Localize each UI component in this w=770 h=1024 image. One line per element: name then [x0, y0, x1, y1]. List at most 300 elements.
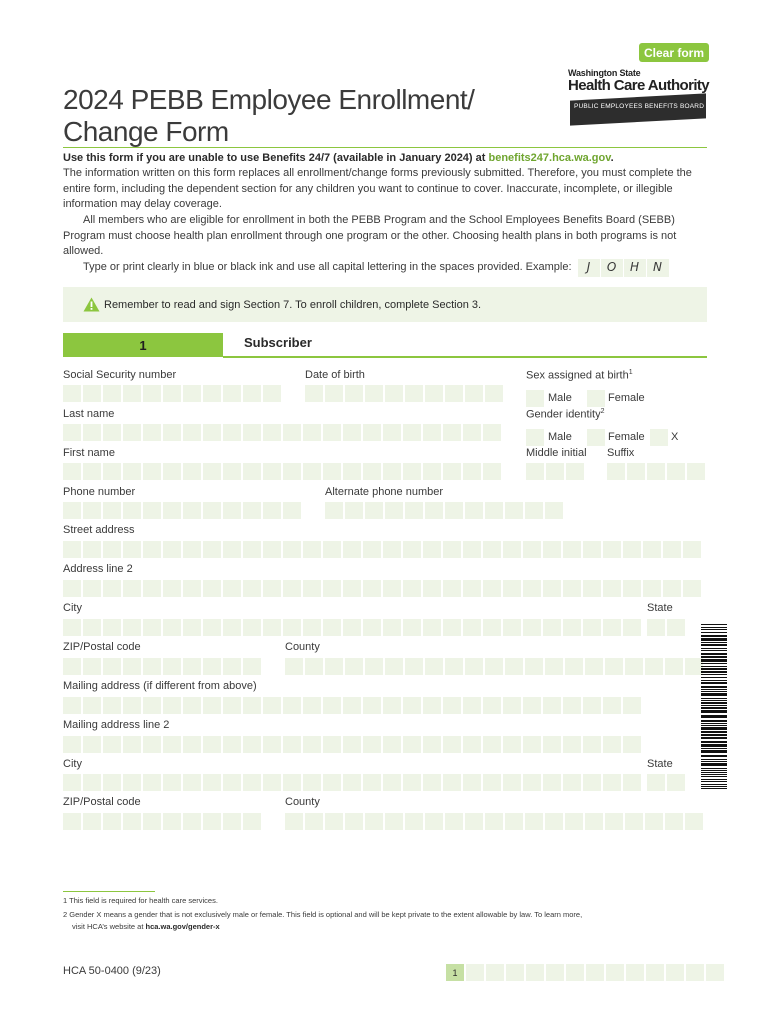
char-box[interactable] [343, 736, 361, 753]
char-box[interactable] [425, 385, 443, 402]
char-box[interactable] [423, 736, 441, 753]
char-box[interactable] [203, 619, 221, 636]
char-box[interactable] [663, 580, 681, 597]
char-box[interactable] [465, 658, 483, 675]
char-box[interactable] [443, 580, 461, 597]
char-box[interactable] [523, 619, 541, 636]
char-box[interactable] [243, 658, 261, 675]
char-box[interactable] [463, 774, 481, 791]
char-box[interactable] [365, 385, 383, 402]
mailing-address-line-2-field[interactable] [63, 736, 641, 753]
char-box[interactable] [323, 619, 341, 636]
char-box[interactable] [63, 502, 81, 519]
char-box[interactable] [543, 541, 561, 558]
char-box[interactable] [525, 658, 543, 675]
char-box[interactable] [383, 697, 401, 714]
char-box[interactable] [263, 736, 281, 753]
char-box[interactable] [526, 463, 544, 480]
char-box[interactable] [563, 580, 581, 597]
char-box[interactable] [123, 619, 141, 636]
char-box[interactable] [303, 697, 321, 714]
street-address-field[interactable] [63, 541, 701, 558]
char-box[interactable] [363, 697, 381, 714]
char-box[interactable] [325, 385, 343, 402]
sex-male-checkbox[interactable] [526, 390, 544, 407]
char-box[interactable] [83, 736, 101, 753]
char-box[interactable] [443, 619, 461, 636]
char-box[interactable] [603, 697, 621, 714]
char-box[interactable] [563, 697, 581, 714]
char-box[interactable] [83, 619, 101, 636]
char-box[interactable] [163, 541, 181, 558]
char-box[interactable] [343, 541, 361, 558]
char-box[interactable] [603, 619, 621, 636]
char-box[interactable] [463, 580, 481, 597]
char-box[interactable] [603, 541, 621, 558]
char-box[interactable] [503, 619, 521, 636]
char-box[interactable] [405, 385, 423, 402]
char-box[interactable] [223, 385, 241, 402]
char-box[interactable] [643, 580, 661, 597]
char-box[interactable] [543, 774, 561, 791]
char-box[interactable] [523, 697, 541, 714]
char-box[interactable] [603, 774, 621, 791]
char-box[interactable] [283, 580, 301, 597]
char-box[interactable] [283, 736, 301, 753]
char-box[interactable] [503, 697, 521, 714]
char-box[interactable] [103, 697, 121, 714]
char-box[interactable] [505, 813, 523, 830]
char-box[interactable] [183, 774, 201, 791]
char-box[interactable] [503, 736, 521, 753]
char-box[interactable] [123, 502, 141, 519]
char-box[interactable] [123, 658, 141, 675]
char-box[interactable] [363, 463, 381, 480]
char-box[interactable] [143, 619, 161, 636]
char-box[interactable] [163, 697, 181, 714]
char-box[interactable] [343, 463, 361, 480]
char-box[interactable] [405, 813, 423, 830]
sex-female-checkbox[interactable] [587, 390, 605, 407]
last-name-field[interactable] [63, 424, 501, 441]
char-box[interactable] [203, 697, 221, 714]
char-box[interactable] [363, 736, 381, 753]
char-box[interactable] [123, 463, 141, 480]
char-box[interactable] [405, 502, 423, 519]
char-box[interactable] [445, 813, 463, 830]
char-box[interactable] [263, 502, 281, 519]
char-box[interactable] [583, 774, 601, 791]
char-box[interactable] [323, 463, 341, 480]
char-box[interactable] [485, 813, 503, 830]
char-box[interactable] [443, 736, 461, 753]
char-box[interactable] [565, 813, 583, 830]
char-box[interactable] [203, 502, 221, 519]
char-box[interactable] [123, 774, 141, 791]
char-box[interactable] [323, 580, 341, 597]
char-box[interactable] [143, 424, 161, 441]
char-box[interactable] [103, 619, 121, 636]
first-name-field[interactable] [63, 463, 501, 480]
char-box[interactable] [583, 697, 601, 714]
char-box[interactable] [605, 658, 623, 675]
char-box[interactable] [203, 424, 221, 441]
char-box[interactable] [523, 736, 541, 753]
char-box[interactable] [103, 502, 121, 519]
county-field[interactable] [285, 658, 703, 675]
char-box[interactable] [203, 736, 221, 753]
char-box[interactable] [627, 463, 645, 480]
mailing-zip-field[interactable] [63, 813, 261, 830]
char-box[interactable] [423, 541, 441, 558]
char-box[interactable] [305, 813, 323, 830]
char-box[interactable] [603, 580, 621, 597]
char-box[interactable] [423, 697, 441, 714]
char-box[interactable] [63, 658, 81, 675]
char-box[interactable] [223, 463, 241, 480]
char-box[interactable] [263, 463, 281, 480]
char-box[interactable] [583, 580, 601, 597]
char-box[interactable] [403, 736, 421, 753]
char-box[interactable] [363, 774, 381, 791]
char-box[interactable] [665, 658, 683, 675]
char-box[interactable] [223, 813, 241, 830]
char-box[interactable] [123, 385, 141, 402]
char-box[interactable] [283, 424, 301, 441]
char-box[interactable] [623, 697, 641, 714]
char-box[interactable] [183, 424, 201, 441]
char-box[interactable] [445, 502, 463, 519]
char-box[interactable] [385, 813, 403, 830]
char-box[interactable] [345, 658, 363, 675]
char-box[interactable] [343, 619, 361, 636]
char-box[interactable] [623, 774, 641, 791]
char-box[interactable] [263, 697, 281, 714]
char-box[interactable] [463, 541, 481, 558]
char-box[interactable] [263, 424, 281, 441]
char-box[interactable] [123, 541, 141, 558]
char-box[interactable] [325, 658, 343, 675]
alt-phone-field[interactable] [325, 502, 563, 519]
char-box[interactable] [123, 813, 141, 830]
char-box[interactable] [343, 774, 361, 791]
char-box[interactable] [123, 736, 141, 753]
char-box[interactable] [623, 580, 641, 597]
char-box[interactable] [645, 658, 663, 675]
char-box[interactable] [203, 774, 221, 791]
char-box[interactable] [483, 424, 501, 441]
char-box[interactable] [123, 580, 141, 597]
char-box[interactable] [263, 385, 281, 402]
char-box[interactable] [685, 813, 703, 830]
char-box[interactable] [203, 813, 221, 830]
char-box[interactable] [383, 424, 401, 441]
char-box[interactable] [563, 619, 581, 636]
char-box[interactable] [243, 424, 261, 441]
char-box[interactable] [365, 813, 383, 830]
char-box[interactable] [283, 697, 301, 714]
char-box[interactable] [163, 385, 181, 402]
char-box[interactable] [566, 463, 584, 480]
char-box[interactable] [303, 580, 321, 597]
char-box[interactable] [463, 697, 481, 714]
char-box[interactable] [183, 736, 201, 753]
char-box[interactable] [363, 619, 381, 636]
char-box[interactable] [483, 463, 501, 480]
char-box[interactable] [405, 658, 423, 675]
char-box[interactable] [425, 658, 443, 675]
char-box[interactable] [583, 736, 601, 753]
char-box[interactable] [123, 424, 141, 441]
char-box[interactable] [503, 774, 521, 791]
char-box[interactable] [383, 463, 401, 480]
char-box[interactable] [605, 813, 623, 830]
char-box[interactable] [83, 580, 101, 597]
char-box[interactable] [385, 502, 403, 519]
char-box[interactable] [543, 697, 561, 714]
char-box[interactable] [243, 541, 261, 558]
char-box[interactable] [223, 541, 241, 558]
char-box[interactable] [385, 658, 403, 675]
char-box[interactable] [583, 619, 601, 636]
mailing-county-field[interactable] [285, 813, 703, 830]
char-box[interactable] [443, 774, 461, 791]
char-box[interactable] [183, 541, 201, 558]
char-box[interactable] [423, 580, 441, 597]
char-box[interactable] [683, 541, 701, 558]
char-box[interactable] [285, 658, 303, 675]
char-box[interactable] [383, 774, 401, 791]
char-box[interactable] [543, 580, 561, 597]
char-box[interactable] [243, 774, 261, 791]
char-box[interactable] [143, 502, 161, 519]
char-box[interactable] [667, 463, 685, 480]
char-box[interactable] [667, 619, 685, 636]
char-box[interactable] [223, 658, 241, 675]
char-box[interactable] [323, 541, 341, 558]
char-box[interactable] [543, 619, 561, 636]
char-box[interactable] [143, 813, 161, 830]
char-box[interactable] [323, 774, 341, 791]
char-box[interactable] [325, 813, 343, 830]
char-box[interactable] [483, 697, 501, 714]
char-box[interactable] [465, 385, 483, 402]
char-box[interactable] [223, 736, 241, 753]
char-box[interactable] [83, 813, 101, 830]
char-box[interactable] [505, 502, 523, 519]
char-box[interactable] [63, 463, 81, 480]
char-box[interactable] [283, 463, 301, 480]
phone-field[interactable] [63, 502, 301, 519]
mailing-city-field[interactable] [63, 774, 641, 791]
char-box[interactable] [445, 385, 463, 402]
char-box[interactable] [103, 385, 121, 402]
char-box[interactable] [203, 541, 221, 558]
char-box[interactable] [403, 697, 421, 714]
char-box[interactable] [485, 385, 503, 402]
char-box[interactable] [263, 619, 281, 636]
char-box[interactable] [63, 385, 81, 402]
char-box[interactable] [645, 813, 663, 830]
char-box[interactable] [423, 619, 441, 636]
char-box[interactable] [263, 541, 281, 558]
gender-male-checkbox[interactable] [526, 429, 544, 446]
char-box[interactable] [483, 774, 501, 791]
char-box[interactable] [403, 619, 421, 636]
char-box[interactable] [285, 813, 303, 830]
char-box[interactable] [443, 463, 461, 480]
char-box[interactable] [483, 736, 501, 753]
char-box[interactable] [483, 580, 501, 597]
char-box[interactable] [403, 463, 421, 480]
char-box[interactable] [163, 502, 181, 519]
char-box[interactable] [563, 774, 581, 791]
char-box[interactable] [363, 580, 381, 597]
char-box[interactable] [103, 463, 121, 480]
char-box[interactable] [163, 619, 181, 636]
char-box[interactable] [643, 541, 661, 558]
char-box[interactable] [345, 813, 363, 830]
char-box[interactable] [63, 580, 81, 597]
zip-field[interactable] [63, 658, 261, 675]
char-box[interactable] [143, 774, 161, 791]
char-box[interactable] [63, 619, 81, 636]
char-box[interactable] [183, 813, 201, 830]
char-box[interactable] [163, 463, 181, 480]
char-box[interactable] [583, 541, 601, 558]
char-box[interactable] [223, 619, 241, 636]
char-box[interactable] [243, 385, 261, 402]
char-box[interactable] [343, 697, 361, 714]
char-box[interactable] [103, 424, 121, 441]
char-box[interactable] [525, 813, 543, 830]
char-box[interactable] [303, 463, 321, 480]
char-box[interactable] [563, 541, 581, 558]
char-box[interactable] [103, 774, 121, 791]
char-box[interactable] [103, 736, 121, 753]
char-box[interactable] [263, 580, 281, 597]
char-box[interactable] [103, 580, 121, 597]
char-box[interactable] [323, 697, 341, 714]
gender-x-link[interactable]: hca.wa.gov/gender-x [145, 922, 220, 931]
char-box[interactable] [483, 541, 501, 558]
state-field[interactable] [647, 619, 685, 636]
char-box[interactable] [183, 463, 201, 480]
char-box[interactable] [463, 463, 481, 480]
char-box[interactable] [143, 463, 161, 480]
char-box[interactable] [63, 541, 81, 558]
char-box[interactable] [163, 580, 181, 597]
char-box[interactable] [383, 736, 401, 753]
char-box[interactable] [323, 424, 341, 441]
char-box[interactable] [546, 463, 564, 480]
char-box[interactable] [383, 619, 401, 636]
middle-initial-field[interactable] [526, 463, 584, 480]
char-box[interactable] [63, 774, 81, 791]
char-box[interactable] [163, 424, 181, 441]
char-box[interactable] [243, 813, 261, 830]
char-box[interactable] [323, 736, 341, 753]
char-box[interactable] [667, 774, 685, 791]
char-box[interactable] [423, 463, 441, 480]
char-box[interactable] [463, 424, 481, 441]
char-box[interactable] [305, 658, 323, 675]
char-box[interactable] [525, 502, 543, 519]
char-box[interactable] [143, 658, 161, 675]
char-box[interactable] [403, 424, 421, 441]
char-box[interactable] [103, 541, 121, 558]
char-box[interactable] [83, 502, 101, 519]
char-box[interactable] [303, 541, 321, 558]
char-box[interactable] [503, 580, 521, 597]
char-box[interactable] [625, 813, 643, 830]
char-box[interactable] [543, 736, 561, 753]
char-box[interactable] [63, 813, 81, 830]
char-box[interactable] [103, 813, 121, 830]
char-box[interactable] [303, 619, 321, 636]
char-box[interactable] [183, 697, 201, 714]
char-box[interactable] [363, 541, 381, 558]
char-box[interactable] [203, 580, 221, 597]
char-box[interactable] [83, 658, 101, 675]
char-box[interactable] [465, 502, 483, 519]
char-box[interactable] [183, 502, 201, 519]
char-box[interactable] [223, 697, 241, 714]
gender-x-checkbox[interactable] [650, 429, 668, 446]
char-box[interactable] [143, 541, 161, 558]
char-box[interactable] [623, 736, 641, 753]
char-box[interactable] [345, 385, 363, 402]
char-box[interactable] [623, 541, 641, 558]
char-box[interactable] [123, 697, 141, 714]
char-box[interactable] [545, 813, 563, 830]
char-box[interactable] [283, 502, 301, 519]
char-box[interactable] [363, 424, 381, 441]
char-box[interactable] [545, 658, 563, 675]
char-box[interactable] [303, 774, 321, 791]
char-box[interactable] [163, 774, 181, 791]
char-box[interactable] [463, 736, 481, 753]
char-box[interactable] [523, 580, 541, 597]
char-box[interactable] [343, 424, 361, 441]
char-box[interactable] [183, 385, 201, 402]
char-box[interactable] [585, 813, 603, 830]
char-box[interactable] [143, 580, 161, 597]
char-box[interactable] [647, 619, 665, 636]
suffix-field[interactable] [607, 463, 705, 480]
char-box[interactable] [83, 424, 101, 441]
char-box[interactable] [163, 736, 181, 753]
char-box[interactable] [305, 385, 323, 402]
char-box[interactable] [263, 774, 281, 791]
char-box[interactable] [603, 736, 621, 753]
city-field[interactable] [63, 619, 641, 636]
char-box[interactable] [243, 736, 261, 753]
char-box[interactable] [523, 774, 541, 791]
char-box[interactable] [563, 736, 581, 753]
char-box[interactable] [443, 697, 461, 714]
char-box[interactable] [485, 502, 503, 519]
char-box[interactable] [243, 697, 261, 714]
char-box[interactable] [647, 774, 665, 791]
dob-field[interactable] [305, 385, 503, 402]
char-box[interactable] [243, 502, 261, 519]
char-box[interactable] [203, 463, 221, 480]
char-box[interactable] [365, 502, 383, 519]
char-box[interactable] [345, 502, 363, 519]
char-box[interactable] [483, 619, 501, 636]
char-box[interactable] [485, 658, 503, 675]
